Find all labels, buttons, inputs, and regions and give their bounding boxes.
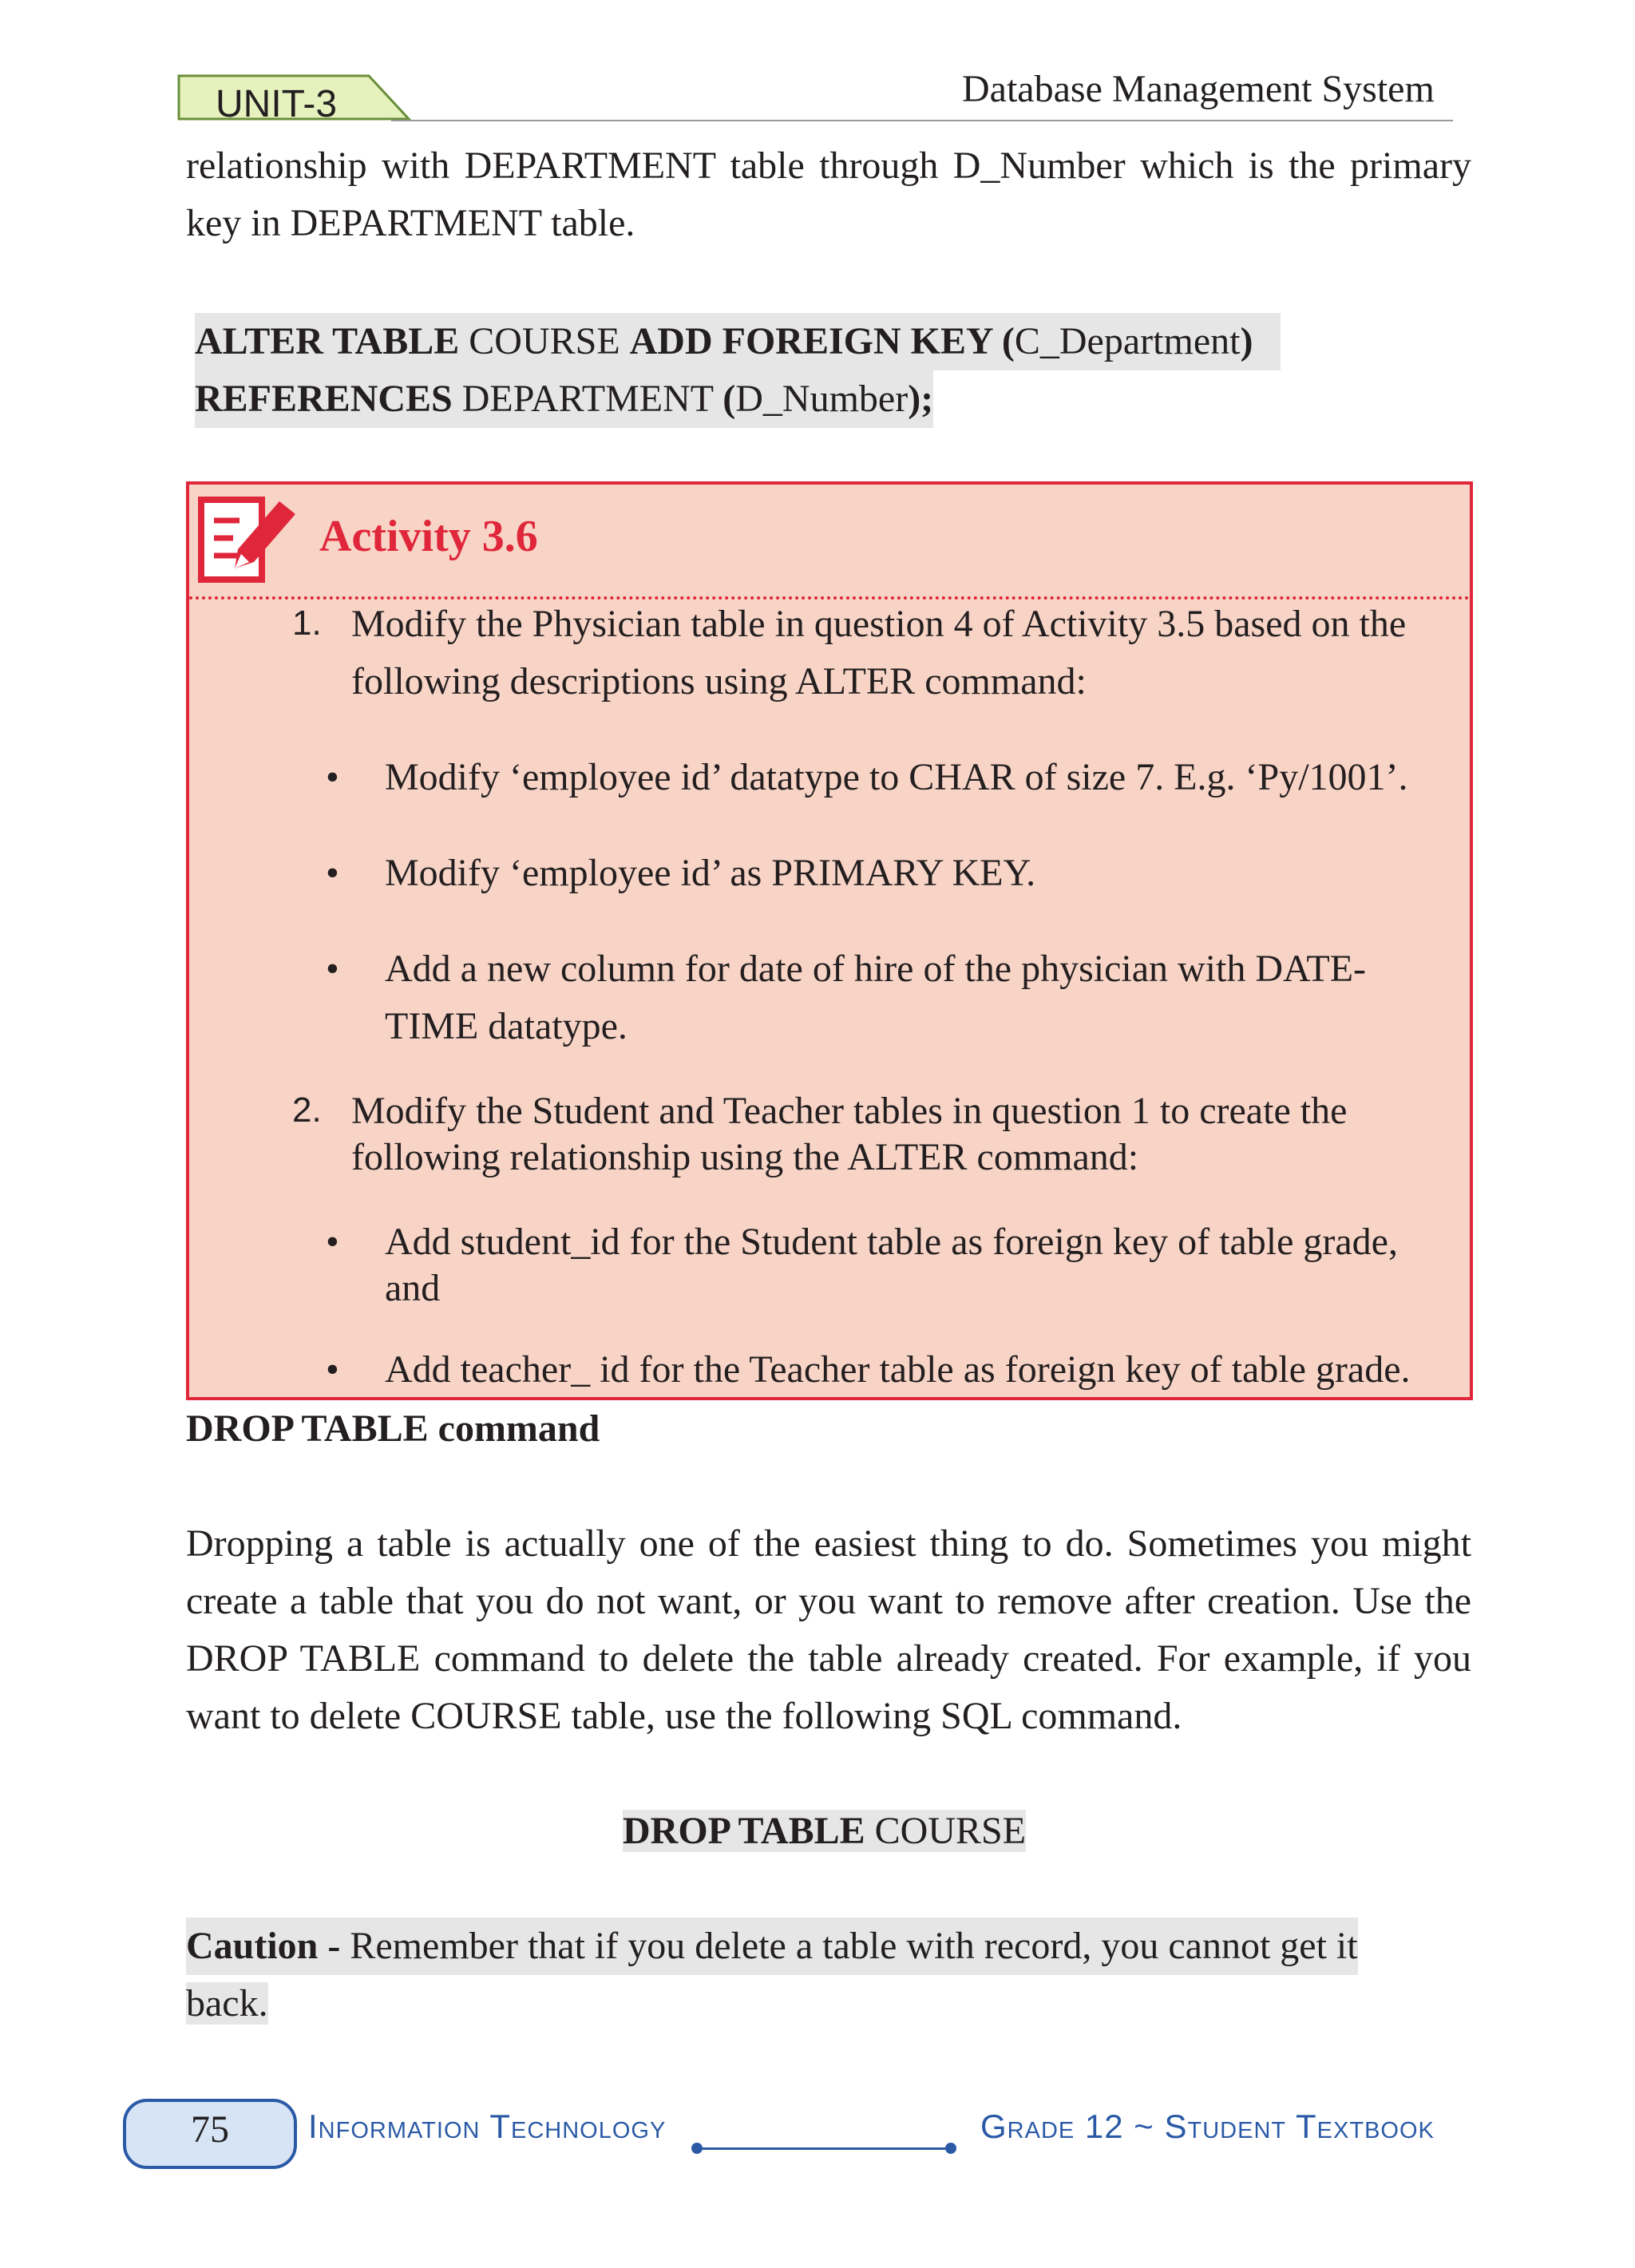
footer-subject: Information Technology	[308, 2108, 667, 2145]
bullet-text: and	[385, 1267, 441, 1309]
header-title: Database Management System	[962, 68, 1435, 110]
item-text: following descriptions using ALTER command:	[351, 660, 1087, 703]
caution-text: Remember that if you delete a table with record, you cannot get it	[340, 1925, 1358, 1967]
unit-label: UNIT-3	[216, 83, 338, 125]
pencil-note-icon	[198, 493, 300, 593]
drop-line: create a table that you do not want, or you want to remove after creation. Use the	[186, 1580, 1471, 1622]
item-text: Modify the Student and Teacher tables in question 1 to create the	[351, 1090, 1348, 1132]
drop-line: DROP TABLE command to delete the table already created. For example, if you	[186, 1637, 1471, 1680]
sql-text: D_Number	[735, 378, 909, 420]
sql-keyword: ADD FOREIGN KEY (	[629, 320, 1015, 362]
activity-title: Activity 3.6	[319, 512, 538, 561]
item-number: 2.	[292, 1090, 322, 1130]
footer-dot-icon	[945, 2143, 956, 2154]
sql-keyword: )	[1240, 320, 1253, 362]
bullet-text: Add student_id for the Student table as foreign key of table grade,	[385, 1221, 1398, 1263]
caution-text: back.	[186, 1982, 268, 2025]
drop-line: Dropping a table is actually one of the easiest thing to do. Sometimes you might	[186, 1522, 1471, 1565]
caution-note	[186, 1918, 1358, 2032]
sql-keyword: REFERENCES	[195, 378, 453, 420]
sql-keyword: DROP TABLE	[623, 1810, 865, 1852]
bullet-icon: •	[326, 1348, 339, 1391]
item-text: Modify the Physician table in question 4 of Activity 3.5 based on the	[351, 603, 1407, 645]
sql-text: COURSE	[459, 320, 630, 362]
intro-paragraph	[186, 137, 1471, 252]
drop-line: want to delete COURSE table, use the following SQL command.	[186, 1695, 1182, 1737]
sql-text: C_Department	[1014, 320, 1241, 362]
bullet-text: Add teacher_ id for the Teacher table as foreign key of table grade.	[385, 1348, 1411, 1391]
bullet-icon: •	[326, 852, 339, 894]
bullet-icon: •	[326, 948, 339, 990]
page-number: 75	[191, 2108, 229, 2151]
bullet-icon: •	[326, 1221, 339, 1263]
item-number: 1.	[292, 604, 322, 643]
drop-paragraph	[186, 1515, 1471, 1745]
bullet-icon: •	[326, 756, 339, 798]
bullet-text: TIME datatype.	[385, 1005, 627, 1047]
intro-line: relationship with DEPARTMENT table through D_Number which is the primary	[186, 144, 1471, 187]
alter-statement	[195, 313, 1281, 428]
footer-rule	[699, 2147, 953, 2150]
section-heading: DROP TABLE command	[186, 1407, 600, 1450]
bullet-text: Modify ‘employee id’ as PRIMARY KEY.	[385, 852, 1036, 894]
sql-text: COURSE	[865, 1810, 1027, 1852]
item-text: following relationship using the ALTER command:	[351, 1136, 1139, 1178]
bullet-text: Add a new column for date of hire of the physician with DATE-	[385, 948, 1366, 990]
sql-text: DEPARTMENT	[452, 378, 723, 420]
sql-keyword: ALTER TABLE	[195, 320, 460, 362]
caution-label: Caution -	[186, 1925, 341, 1967]
drop-statement	[623, 1803, 1026, 1860]
bullet-text: Modify ‘employee id’ datatype to CHAR of size 7. E.g. ‘Py/1001’.	[385, 756, 1408, 798]
footer-grade: Grade 12 ~ Student Textbook	[980, 2108, 1435, 2145]
sql-keyword: );	[908, 378, 934, 420]
intro-line: key in DEPARTMENT table.	[186, 202, 635, 244]
header-divider	[391, 120, 1453, 121]
sql-keyword: (	[722, 378, 736, 420]
unit-tab	[177, 74, 417, 130]
